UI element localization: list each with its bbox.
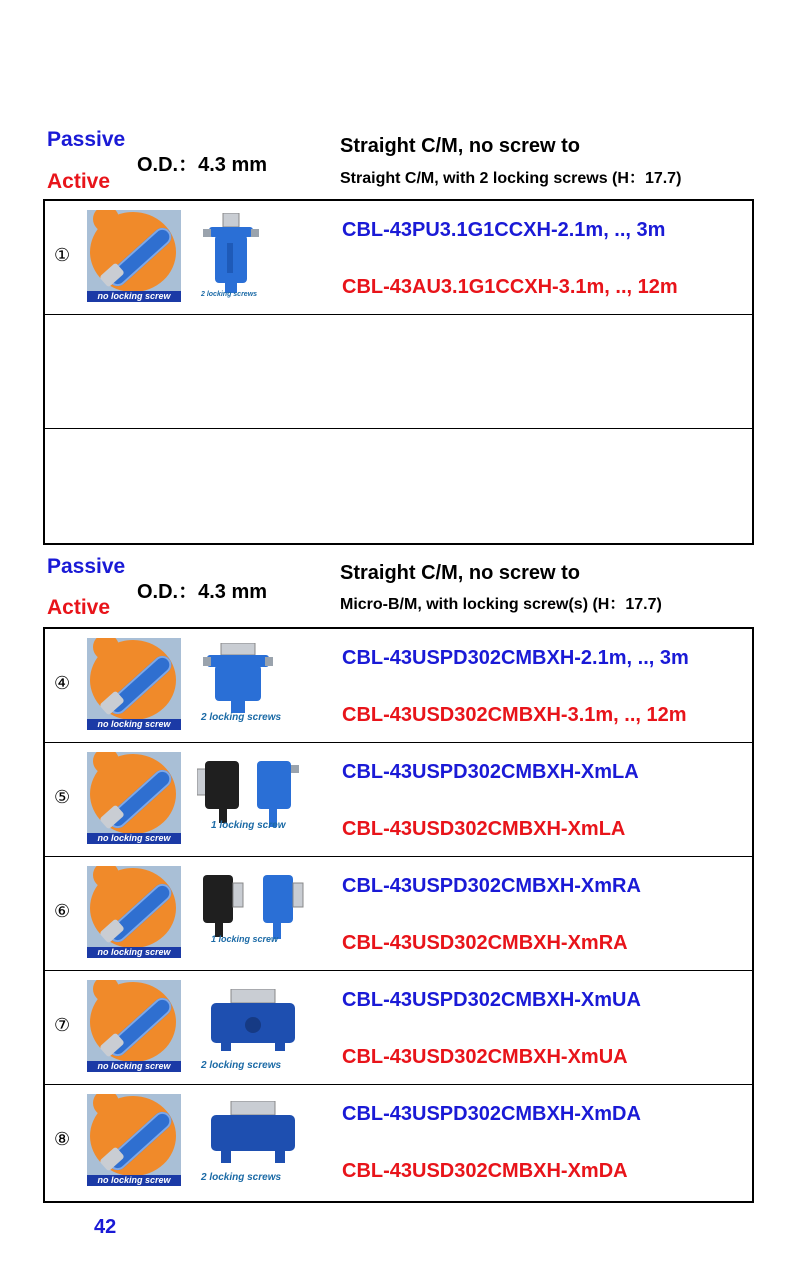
thumb-label: no locking screw	[87, 291, 181, 302]
passive-part-number: CBL-43USPD302CMBXH-XmLA	[342, 761, 639, 783]
passive-part-number: CBL-43USPD302CMBXH-XmUA	[342, 989, 641, 1011]
connector-label: 2 locking screws	[201, 712, 282, 723]
passive-part-number: CBL-43USPD302CMBXH-XmDA	[342, 1103, 641, 1125]
cable-end-image	[87, 1094, 181, 1186]
product-table-2	[43, 627, 754, 1203]
cable-description-line1: Straight C/M, no screw to	[340, 135, 581, 157]
table-row	[45, 1085, 752, 1199]
cable-end-image	[87, 210, 181, 302]
page-number: 42	[94, 1216, 117, 1238]
passive-part-number: CBL-43USPD302CMBXH-2.1m, .., 3m	[342, 647, 689, 669]
cable-end-image	[87, 866, 181, 958]
active-part-number: CBL-43USD302CMBXH-XmLA	[342, 818, 626, 840]
thumb-label: no locking screw	[87, 1061, 181, 1072]
cable-end-image	[87, 980, 181, 1072]
thumb-label: no locking screw	[87, 1175, 181, 1186]
connector-label: 1 locking screw	[211, 934, 279, 944]
row-number: ⑤	[54, 787, 71, 808]
active-heading: Active	[47, 170, 111, 193]
passive-heading: Passive	[47, 128, 126, 151]
active-part-number: CBL-43USD302CMBXH-XmUA	[342, 1046, 628, 1068]
active-part-number: CBL-43AU3.1G1CCXH-3.1m, .., 12m	[342, 276, 678, 298]
cable-end-image	[87, 638, 181, 730]
table-row	[45, 201, 752, 315]
cable-description-line2: Straight C/M, with 2 locking screws (H：17.7)	[340, 170, 682, 187]
active-heading: Active	[47, 596, 111, 619]
row-number: ①	[54, 245, 71, 266]
thumb-label: no locking screw	[87, 833, 181, 844]
table-row-empty	[45, 315, 752, 429]
active-part-number: CBL-43USD302CMBXH-XmRA	[342, 932, 628, 954]
connector-label: 2 locking screws	[201, 1060, 282, 1071]
passive-part-number: CBL-43PU3.1G1CCXH-2.1m, .., 3m	[342, 219, 666, 241]
cable-description-line1: Straight C/M, no screw to	[340, 562, 581, 584]
cable-end-image	[87, 752, 181, 844]
connector-label: 1 locking screw	[211, 820, 286, 831]
passive-part-number: CBL-43USPD302CMBXH-XmRA	[342, 875, 641, 897]
table-row	[45, 743, 752, 857]
row-number: ⑥	[54, 901, 71, 922]
outer-diameter-label: O.D.：4.3 mm	[137, 154, 268, 176]
thumb-label: no locking screw	[87, 719, 181, 730]
passive-heading: Passive	[47, 555, 126, 578]
active-part-number: CBL-43USD302CMBXH-XmDA	[342, 1160, 628, 1182]
table-row-empty	[45, 429, 752, 543]
thumb-label: no locking screw	[87, 947, 181, 958]
active-part-number: CBL-43USD302CMBXH-3.1m, .., 12m	[342, 704, 687, 726]
table-row	[45, 629, 752, 743]
product-table-1	[43, 199, 754, 545]
cable-description-line2: Micro-B/M, with locking screw(s) (H：17.7)	[340, 596, 662, 613]
connector-label: 2 locking screws	[201, 291, 258, 298]
table-row	[45, 971, 752, 1085]
row-number: ⑦	[54, 1015, 71, 1036]
row-number: ④	[54, 673, 71, 694]
outer-diameter-label: O.D.：4.3 mm	[137, 581, 268, 603]
row-number: ⑧	[54, 1129, 71, 1150]
connector-label: 2 locking screws	[201, 1172, 282, 1183]
table-row	[45, 857, 752, 971]
